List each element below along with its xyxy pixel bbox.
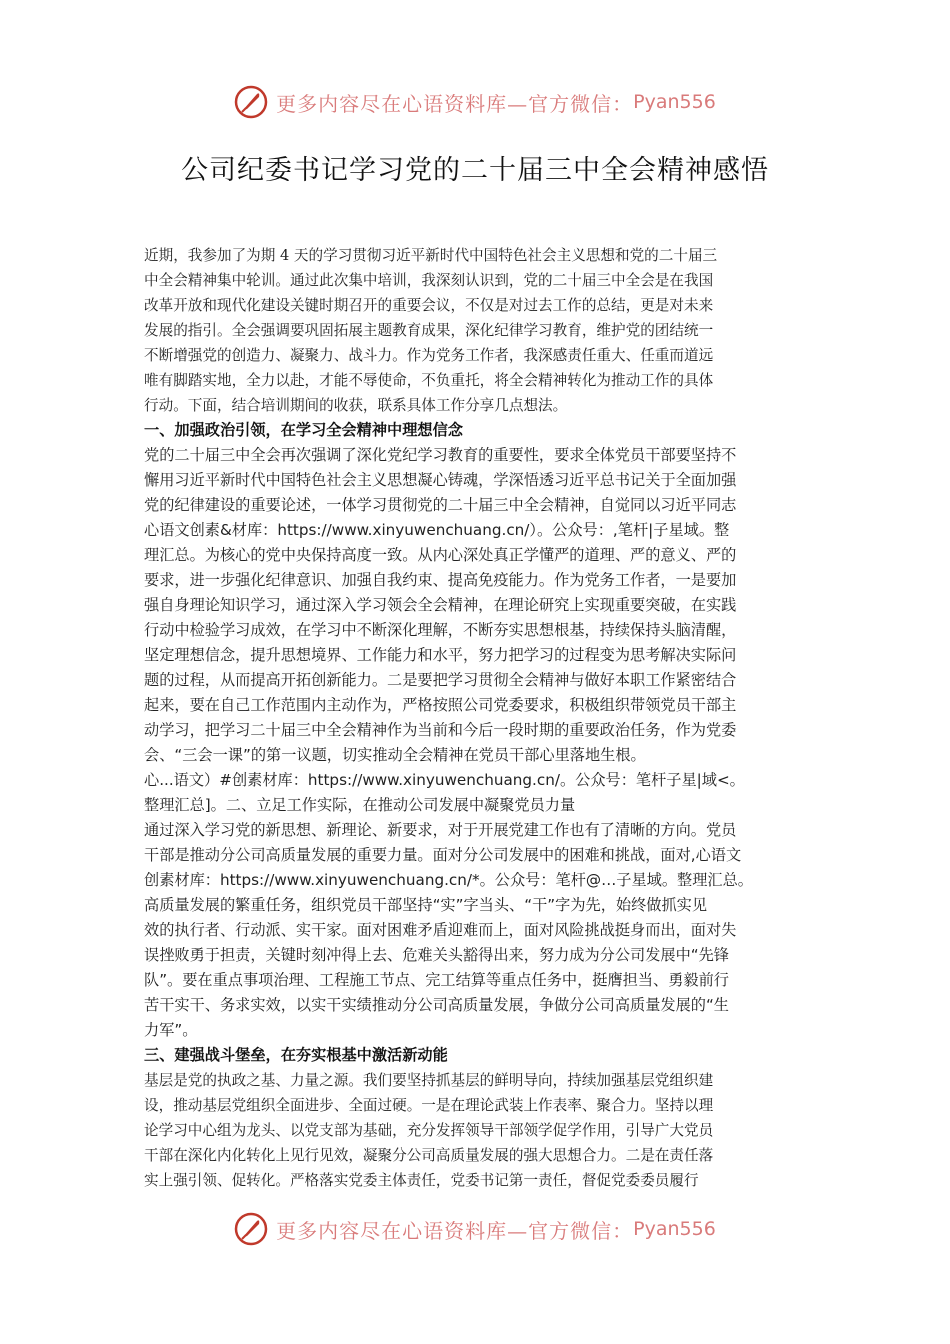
intro-paragraph: 近期，我参加了为期 4 天的学习贯彻习近平新时代中国特色社会主义思想和党的二十届三 中全会精神集中轮训。通过此次集中培训，我深刻认识到，党的二十届三中全会是在我国 改革开放和现代化建设关键时期召开的重要会议，不仅是对过去工作的总结，更是对未来 发展的指引。全会强调要巩固拓展主题教育成果，深化纪律学习教育，维护党的团结统一 不断增强党的创造力、凝聚力、战斗力。作为党务工作者，我深感责任重大、任重而道远 唯有脚踏实地，全力以赴，才能不辱使命，不负重托，将全会精神转化为推动工作的具体 行动。下面，结合培训期间的收获，联系具体工作分享几点想法。 [144, 247, 718, 414]
document-body [144, 243, 812, 1193]
section-paragraph-2: 心...语文）#创素材库：https://www.xinyuwenchuang.cn/。公众号：笔杆子星|域<。 整理汇总]。二、立足工作实际，在推动公司发展中凝聚党员力量 [144, 771, 745, 814]
banner-text: 更多内容尽在心语资料库—官方微信： [276, 91, 634, 116]
banner-wechat-id: Pyan556 [633, 1218, 716, 1240]
section-heading-1: 一、加强政治引领，在学习全会精神中理想信念 [144, 421, 463, 439]
section-paragraph-3: 通过深入学习党的新思想、新理论、新要求，对于开展党建工作也有了清晰的方向。党员 干部是推动分公司高质量发展的重要力量。面对分公司发展中的困难和挑战，面对,心语文 创素材库：https://www.xinyuwenchuang.cn/*。公众号：笔杆@…子星域。整理汇总。 高质量发展的繁重任务，组织党员干部坚持“实”字当头、“干”字为先，始终做抓实见 效的执行者、行动派、实干家。面对困难矛盾迎难而上，面对风险挑战挺身而出，面对失 误挫败勇于担责，关键时刻冲得上去、危难关头豁得出来，努力成为分公司发展中“先锋 队”。要在重点事项治理、工程施工节点、完工结算等重点任务中，挺膺担当、勇毅前行 苦干实干、务求实效，以实干实绩推动分公司高质量发展，争做分公司高质量发展的“生 力军”。 [144, 821, 753, 1039]
feather-pen-logo-icon [234, 1212, 268, 1246]
document-title: 公司纪委书记学习党的二十届三中全会精神感悟 [181, 155, 769, 186]
section-paragraph-4: 基层是党的执政之基、力量之源。我们要坚持抓基层的鲜明导向，持续加强基层党组织建 设，推动基层党组织全面进步、全面过硬。一是在理论武装上作表率、聚合力。坚持以理 论学习中心组为龙头、以党支部为基础，充分发挥领导干部领学促学作用，引导广大党员 干部在深化内化转化上见行见效，凝聚分公司高质量发展的强大思想合力。二是在责任落 实上强引领、促转化。严格落实党委主体责任，党委书记第一责任，督促党委委员履行 [144, 1072, 714, 1189]
section-heading-3: 三、建强战斗堡垒，在夯实根基中激活新动能 [144, 1046, 448, 1064]
header-banner [0, 80, 950, 124]
banner-wechat-id: Pyan556 [633, 91, 716, 113]
footer-banner [0, 1207, 950, 1251]
banner-text: 更多内容尽在心语资料库—官方微信： [276, 1218, 634, 1243]
section-paragraph-1: 党的二十届三中全会再次强调了深化党纪学习教育的重要性，要求全体党员干部要坚持不 懈用习近平新时代中国特色社会主义思想凝心铸魂，学深悟透习近平总书记关于全面加强 党的纪律建设的重要论述，一体学习贯彻党的二十届三中全会精神，自觉同以习近平同志 心语文创素&材库：https://www.xinyuwenchuang.cn/）。公众号：,笔杆|子星域。整 理汇总。为核心的党中央保持高度一致。从内心深处真正学懂严的道理、严的意义、严的 要求，进一步强化纪律意识、加强自我约束、提高免疫能力。作为党务工作者，一是要加 强自身理论知识学习，通过深入学习领会全会精神，在理论研究上实现重要突破，在实践 行动中检验学习成效，在学习中不断深化理解，不断夯实思想根基，持续保持头脑清醒， 坚定理想信念，提升思想境界、工作能力和水平，努力把学习的过程变为思考解决实际问 题的过程，从而提高开拓创新能力。二是要把学习贯彻全会精神与做好本职工作紧密结合 起来，要在自己工作范围内主动作为，严格按照公司党委要求，积极组织带领党员干部主 动学习，把学习二十届三中全会精神作为当前和今后一段时期的重要政治任务，作为党委 会、“三会一课”的第一议题，切实推动全会精神在党员干部心里落地生根。 [144, 446, 737, 764]
feather-pen-logo-icon [234, 85, 268, 119]
